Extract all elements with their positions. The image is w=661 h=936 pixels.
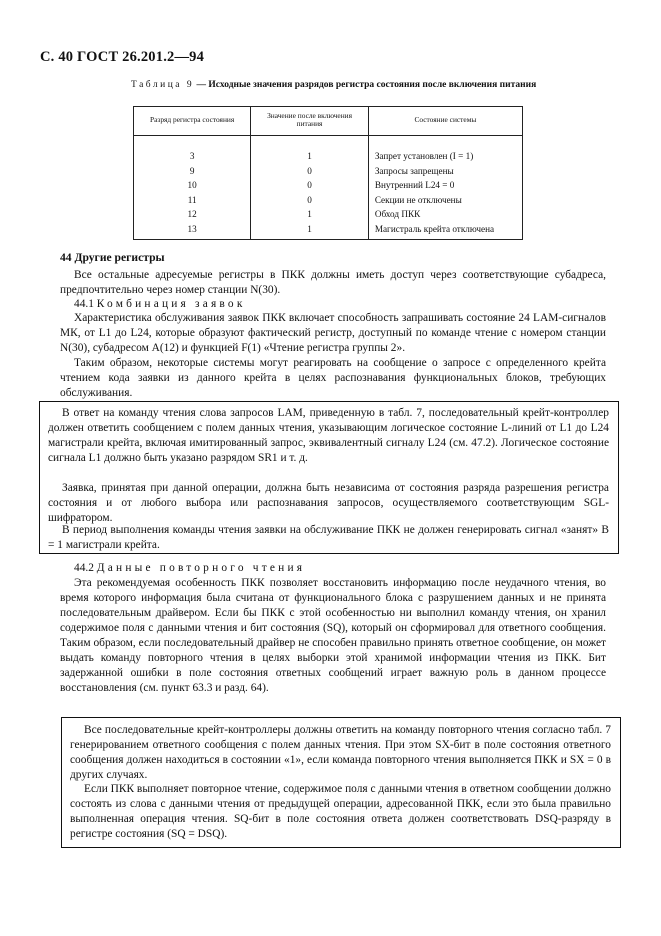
cell-state: Магистраль крейта отключена [368, 222, 522, 239]
table-row [134, 178, 523, 193]
box-1-paragraph-3: В период выполнения команды чтения заявки на обслуживание ПКК не должен генерировать сигнал «занят» В = 1 магистрали крейта. [48, 524, 609, 551]
section-442-paragraph-1: Эта рекомендуемая особенность ПКК позволяет восстановить информацию после неудачного чтения, во время которого информация была считана от функционального блока с разрушением данных и не принята последовательным драйвером. Если бы ПКК с этой особенностью ни выполнил команду чтения, он хранил содержимое поля с данными чтения и бит состояния (SQ), который он сформировал для ответного сообщения. Таким образом, если последовательный драйвер не способен правильно принять ответное сообщение, он может выдать команду повторного чтения в целях выборки этой хранимой информации чтения из ПКК. Бит задержанной ошибки в поле состояния ответных сообщений играет важную роль в данном процессе восстановления (см. пункт 63.3 и разд. 64). [60, 577, 606, 694]
section-441-number: 44.1 [74, 298, 94, 310]
table-caption [131, 79, 551, 91]
cell-bit: 9 [134, 164, 251, 179]
cell-state: Секции не отключены [368, 193, 522, 208]
table-caption-label: Таблица 9 [131, 80, 195, 90]
table-row [134, 193, 523, 208]
section-442-heading [60, 561, 606, 576]
cell-value: 1 [251, 207, 369, 222]
cell-value: 1 [251, 136, 369, 164]
cell-bit: 10 [134, 178, 251, 193]
cell-state: Обход ПКК [368, 207, 522, 222]
page-header: С. 40 ГОСТ 26.201.2—94 [40, 49, 205, 65]
cell-value: 0 [251, 164, 369, 179]
section-441-paragraph-1: Характеристика обслуживания заявок ПКК включает способность запрашивать состояние 24 LAM-сигналов МК, от L1 до L24, которые образуют фактический регистр, доступный по команде чтение с номером станции N(30), субадресом A(12) и функцией F(1) «Чтение регистра группы 2». [60, 312, 606, 354]
box-2-paragraph-2: Если ПКК выполняет повторное чтение, содержимое поля с данными чтения в ответном сообщении должно состоять из слова с данными чтения от предыдущей операции, адресованной ПКК, если это была правильно выполненная операция чтения. SQ-бит в поле состояния ответа должен соответствовать DSQ-разряду в регистре состояния (SQ = DSQ). [70, 783, 611, 840]
table-caption-text: — Исходные значения разрядов регистра состояния после включения питания [196, 80, 537, 90]
section-441-title: Комбинация заявок [96, 298, 246, 310]
section-441-paragraph-2: Таким образом, некоторые системы могут реагировать на сообщение о запросе с определенного крейта чтением кода заявки из данного крейта в целях распознавания функциональных блоков, требующих обслуживания. [60, 357, 606, 399]
box-1-paragraph-1: В ответ на команду чтения слова запросов LAM, приведенную в табл. 7, последовательный крейт-контроллер должен ответить сообщением с полем данных чтения, указывающим логическое состояние L-линий от L1 до L24 магистрали крейта, включая имитированный запрос, эквивалентный сигналу L24 (см. 47.2). Логическое состояние сигнала L1 должно быть указано разрядом SR1 и т. д. [48, 407, 609, 464]
cell-value: 0 [251, 193, 369, 208]
cell-bit: 11 [134, 193, 251, 208]
cell-value: 1 [251, 222, 369, 239]
cell-bit: 3 [134, 136, 251, 164]
cell-bit: 12 [134, 207, 251, 222]
requirement-box-1 [39, 401, 619, 554]
table-row [134, 164, 523, 179]
col-header-bit: Разряд регистра состояния [134, 107, 251, 136]
col-header-state: Состояние системы [368, 107, 522, 136]
requirement-box-2 [61, 717, 621, 848]
cell-state: Внутренний L24 = 0 [368, 178, 522, 193]
section-44-heading: 44 Другие регистры [60, 251, 165, 264]
table-row [134, 222, 523, 239]
col-header-value: Значение после включения питания [251, 107, 369, 136]
box-1-paragraph-2: Заявка, принятая при данной операции, должна быть независима от состояния разряда разрешения регистра состояния и от любого выбора или распознавания запросов, осуществляемого соответствующим SGL-шифратором. [48, 482, 609, 524]
section-442-title: Данные повторного чтения [96, 562, 306, 574]
cell-state: Запрет установлен (I = 1) [368, 136, 522, 164]
table-row [134, 207, 523, 222]
cell-state: Запросы запрещены [368, 164, 522, 179]
section-44-paragraph: Все остальные адресуемые регистры в ПКК должны иметь доступ через соответствующие субадреса, предпочтительно через номер станции N(30). [60, 269, 606, 296]
section-442-number: 44.2 [74, 562, 94, 574]
box-2-paragraph-1: Все последовательные крейт-контроллеры должны ответить на команду повторного чтения согласно табл. 7 генерированием ответного сообщения с полем данных чтения. При этом SX-бит в поле состояния ответного сообщения должен находиться в состоянии «1», если команда повторного чтения выполняется ПКК и SX = 0 в других случаях. [70, 724, 611, 781]
table-9 [133, 106, 523, 240]
section-441-heading [60, 297, 606, 312]
table-row [134, 136, 523, 164]
cell-bit: 13 [134, 222, 251, 239]
cell-value: 0 [251, 178, 369, 193]
